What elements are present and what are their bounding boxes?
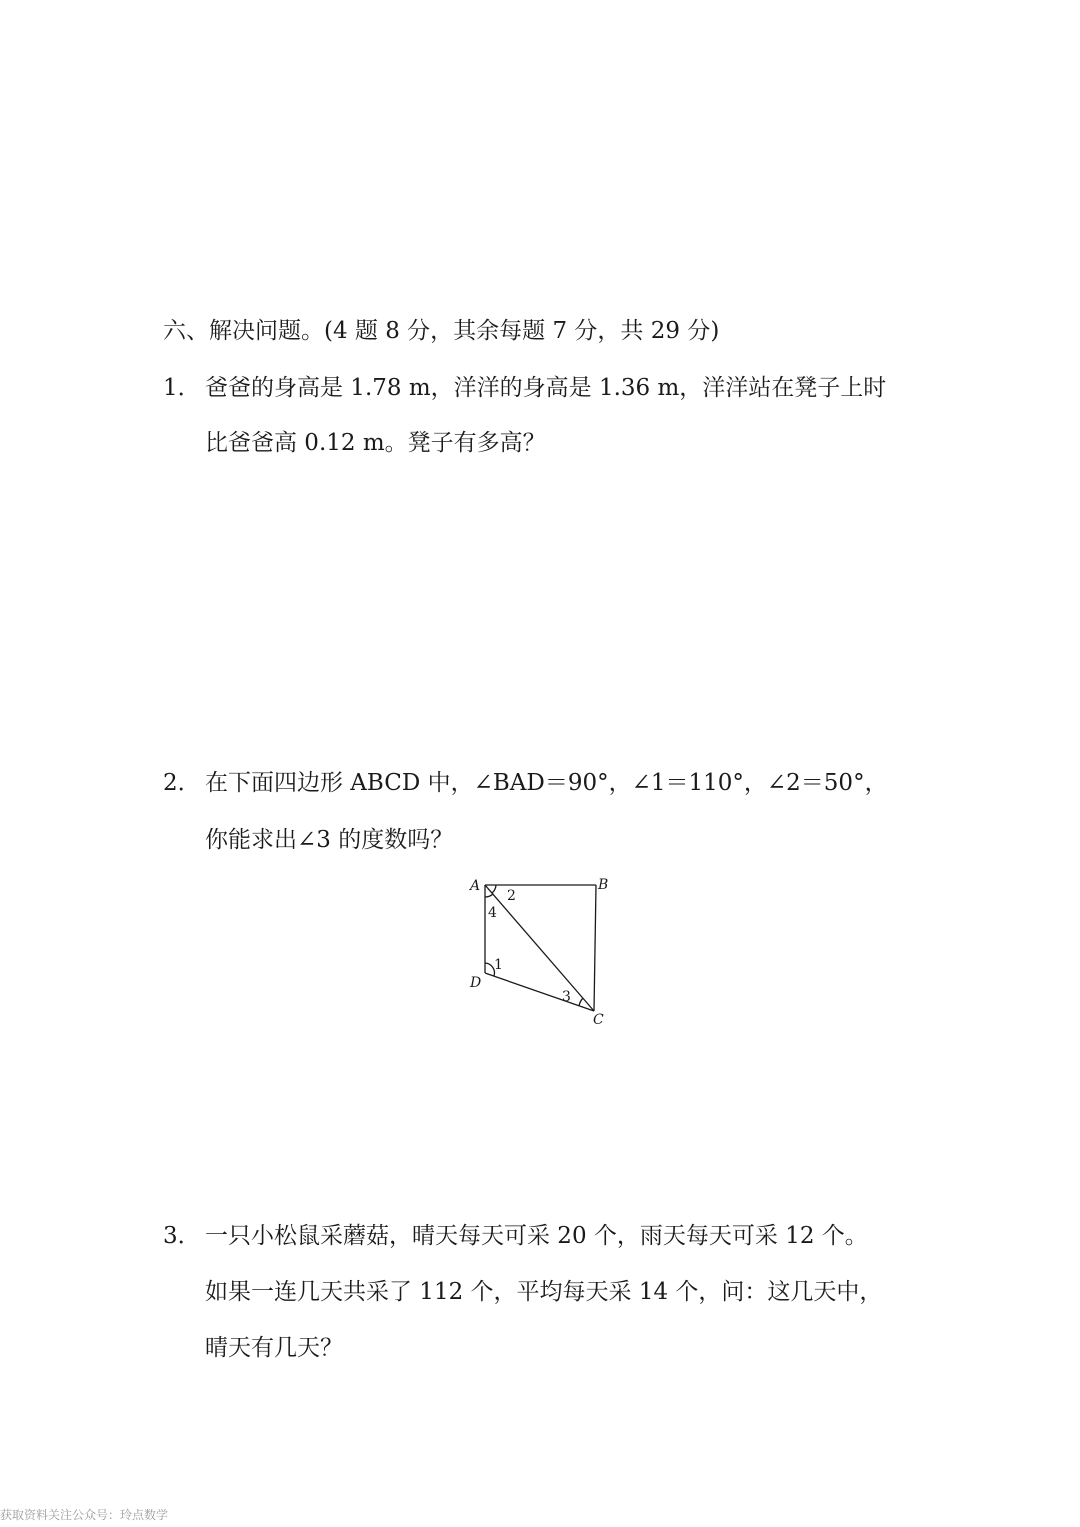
section-heading: 六、解决问题。(4 题 8 分，其余每题 7 分，共 29 分) (163, 318, 720, 344)
question-3-number: 3． (163, 1223, 201, 1249)
angle-arc-2 (492, 885, 496, 893)
angle-label-3: 3 (562, 989, 571, 1005)
vertex-label-a: A (470, 878, 481, 894)
angle-label-2: 2 (507, 888, 516, 904)
question-1-text-1: 爸爸的身高是 1.78 m，洋洋的身高是 1.36 m，洋洋站在凳子上时 (205, 375, 887, 401)
question-1-line-2: 比爸爸高 0.12 m。凳子有多高？ (205, 430, 546, 456)
question-3-line-1 (163, 1221, 868, 1251)
edge-bc (594, 885, 596, 1011)
vertex-label-c: C (593, 1012, 604, 1028)
vertex-label-d: D (470, 975, 482, 991)
question-2-text-1: 在下面四边形 ABCD 中，∠BAD＝90°，∠1＝110°，∠2＝50°， (205, 770, 888, 796)
angle-label-1: 1 (494, 957, 503, 973)
question-3-text-1: 一只小松鼠采蘑菇，晴天每天可采 20 个，雨天每天可采 12 个。 (205, 1223, 868, 1249)
question-1-number: 1． (163, 375, 201, 401)
question-2-line-1 (163, 768, 888, 798)
angle-label-4: 4 (488, 905, 497, 921)
question-3-line-2: 如果一连几天共采了 112 个，平均每天采 14 个，问：这几天中， (205, 1279, 883, 1305)
question-3-line-3: 晴天有几天？ (205, 1335, 343, 1361)
question-2-number: 2． (163, 770, 201, 796)
angle-arc-3 (579, 998, 583, 1006)
question-1-line-1 (163, 373, 886, 403)
vertex-label-b: B (598, 877, 609, 893)
footer-watermark-text: 获取资料关注公众号：玲点数学 (0, 1508, 169, 1522)
question-2-line-2: 你能求出∠3 的度数吗？ (205, 827, 454, 853)
quadrilateral-abcd-figure (462, 870, 622, 1035)
angle-arc-4 (485, 894, 493, 897)
